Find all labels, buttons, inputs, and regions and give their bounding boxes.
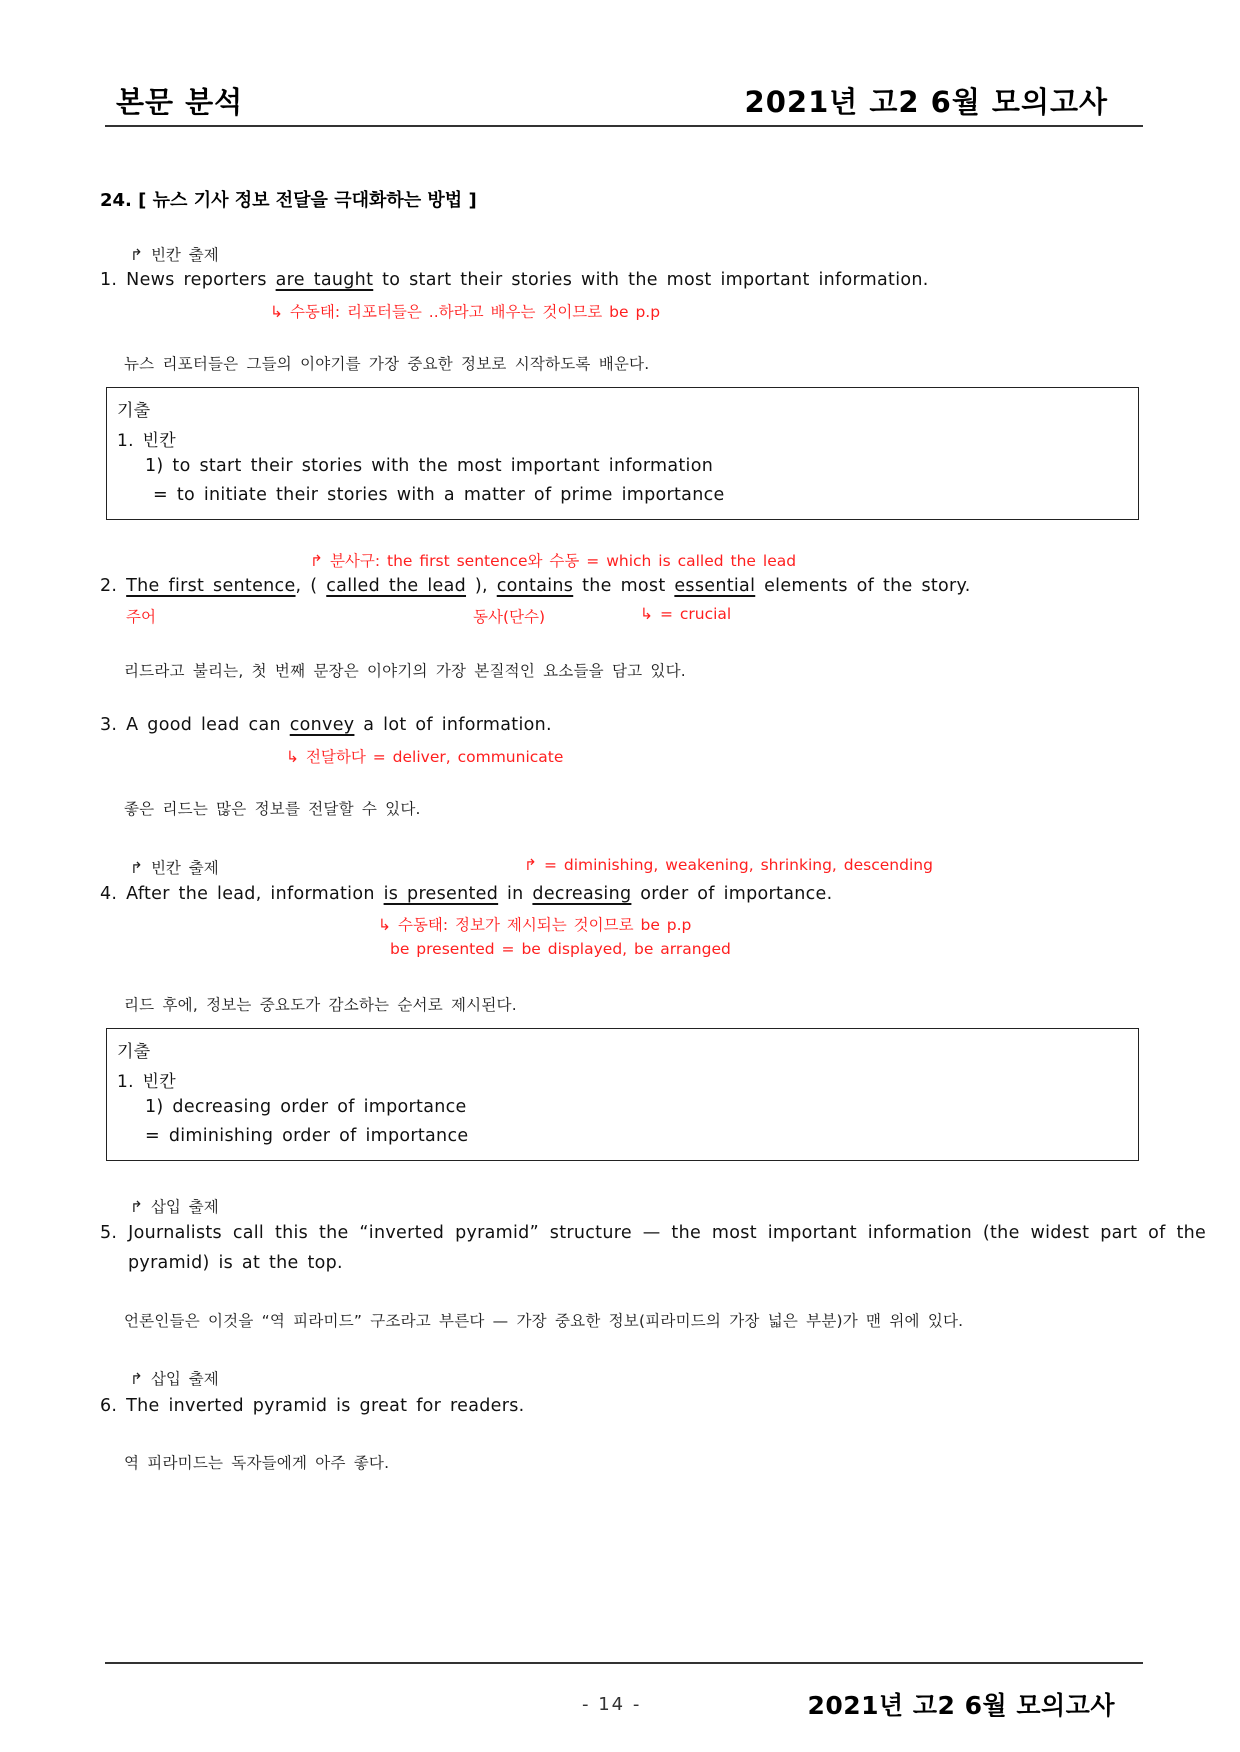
- header-right-title: 2021년 고2 6월 모의고사: [744, 85, 1108, 119]
- tag-arrow-icon: ↱: [130, 859, 143, 877]
- translation-2: 리드라고 불리는, 첫 번째 문장은 이야기의 가장 본질적인 요소들을 담고 있다.: [124, 662, 686, 680]
- question-tag-5: ↱ 삽입 출제: [130, 1198, 219, 1216]
- box-eq: = to initiate their stories with a matter of prime importance: [153, 485, 725, 505]
- box-eq: = diminishing order of importance: [145, 1126, 469, 1146]
- tag-arrow-icon: ↱: [130, 1198, 143, 1216]
- tag-arrow-icon: ↱: [310, 552, 323, 570]
- section-title: 24. [ 뉴스 기사 정보 전달을 극대화하는 방법 ]: [100, 190, 477, 211]
- translation-3: 좋은 리드는 많은 정보를 전달할 수 있다.: [124, 800, 421, 818]
- tag-arrow-icon: ↱: [524, 856, 537, 874]
- annotation-3: ↳ 전달하다 = deliver, communicate: [286, 748, 564, 766]
- note-arrow-icon: ↳: [640, 605, 653, 623]
- page-number: - 14 -: [582, 1694, 642, 1715]
- top-annotation-4: ↱ = diminishing, weakening, shrinking, descending: [524, 856, 933, 874]
- annotation-4: ↳ 수동태: 정보가 제시되는 것이므로 be p.p: [378, 916, 692, 934]
- translation-6: 역 피라미드는 독자들에게 아주 좋다.: [124, 1454, 390, 1472]
- sentence-6: 6. The inverted pyramid is great for readers.: [100, 1396, 525, 1416]
- tag-arrow-icon: ↱: [130, 1370, 143, 1388]
- question-tag-4: ↱ 빈칸 출제: [130, 859, 219, 877]
- exam-box-2: [106, 1028, 1139, 1161]
- translation-4: 리드 후에, 정보는 중요도가 감소하는 순서로 제시된다.: [124, 996, 517, 1014]
- question-tag-6: ↱ 삽입 출제: [130, 1370, 219, 1388]
- sentence-5-line-2: pyramid) is at the top.: [128, 1253, 343, 1273]
- top-annotation-2: ↱ 분사구: the first sentence와 수동 = which is called the lead: [310, 552, 797, 570]
- note-arrow-icon: ↳: [286, 748, 299, 766]
- tag-arrow-icon: ↱: [130, 246, 143, 264]
- box-item: 1. 빈칸: [117, 1072, 176, 1092]
- box-heading: 기출: [117, 401, 151, 421]
- header-rule: [105, 125, 1143, 127]
- annotation-2: ↳ = crucial: [640, 605, 732, 623]
- note-arrow-icon: ↳: [270, 303, 283, 321]
- note-arrow-icon: ↳: [378, 916, 391, 934]
- sentence-4: 4. After the lead, information is presented in decreasing order of importance.: [100, 884, 833, 904]
- header-left-title: 본문 분석: [116, 85, 244, 119]
- footer-rule: [105, 1662, 1143, 1664]
- question-tag-1: ↱ 빈칸 출제: [130, 246, 219, 264]
- annotation-1: ↳ 수동태: 리포터들은 ..하라고 배우는 것이므로 be p.p: [270, 303, 661, 321]
- exam-box-1: [106, 387, 1139, 520]
- sentence-2: 2. The first sentence, ( called the lead ), contains the most essential elements of the story.: [100, 576, 971, 596]
- translation-5: 언론인들은 이것을 “역 피라미드” 구조라고 부른다 — 가장 중요한 정보(피라미드의 가장 넓은 부분)가 맨 위에 있다.: [124, 1312, 964, 1330]
- label-verb: 동사(단수): [473, 608, 545, 626]
- box-sub: 1) decreasing order of importance: [145, 1097, 467, 1117]
- label-subject: 주어: [126, 608, 156, 626]
- footer-title: 2021년 고2 6월 모의고사: [807, 1691, 1115, 1720]
- sentence-1: 1. News reporters are taught to start their stories with the most important information.: [100, 270, 929, 290]
- translation-1: 뉴스 리포터들은 그들의 이야기를 가장 중요한 정보로 시작하도록 배운다.: [124, 355, 650, 373]
- sentence-5-line-1: 5. Journalists call this the “inverted pyramid” structure — the most important information (the widest part of the: [100, 1223, 1207, 1243]
- box-heading: 기출: [117, 1042, 151, 1062]
- sentence-3: 3. A good lead can convey a lot of information.: [100, 715, 552, 735]
- underline-are-taught: are taught: [275, 270, 374, 290]
- box-item: 1. 빈칸: [117, 431, 176, 451]
- box-sub: 1) to start their stories with the most important information: [145, 456, 714, 476]
- annotation-4b: be presented = be displayed, be arranged: [390, 940, 731, 958]
